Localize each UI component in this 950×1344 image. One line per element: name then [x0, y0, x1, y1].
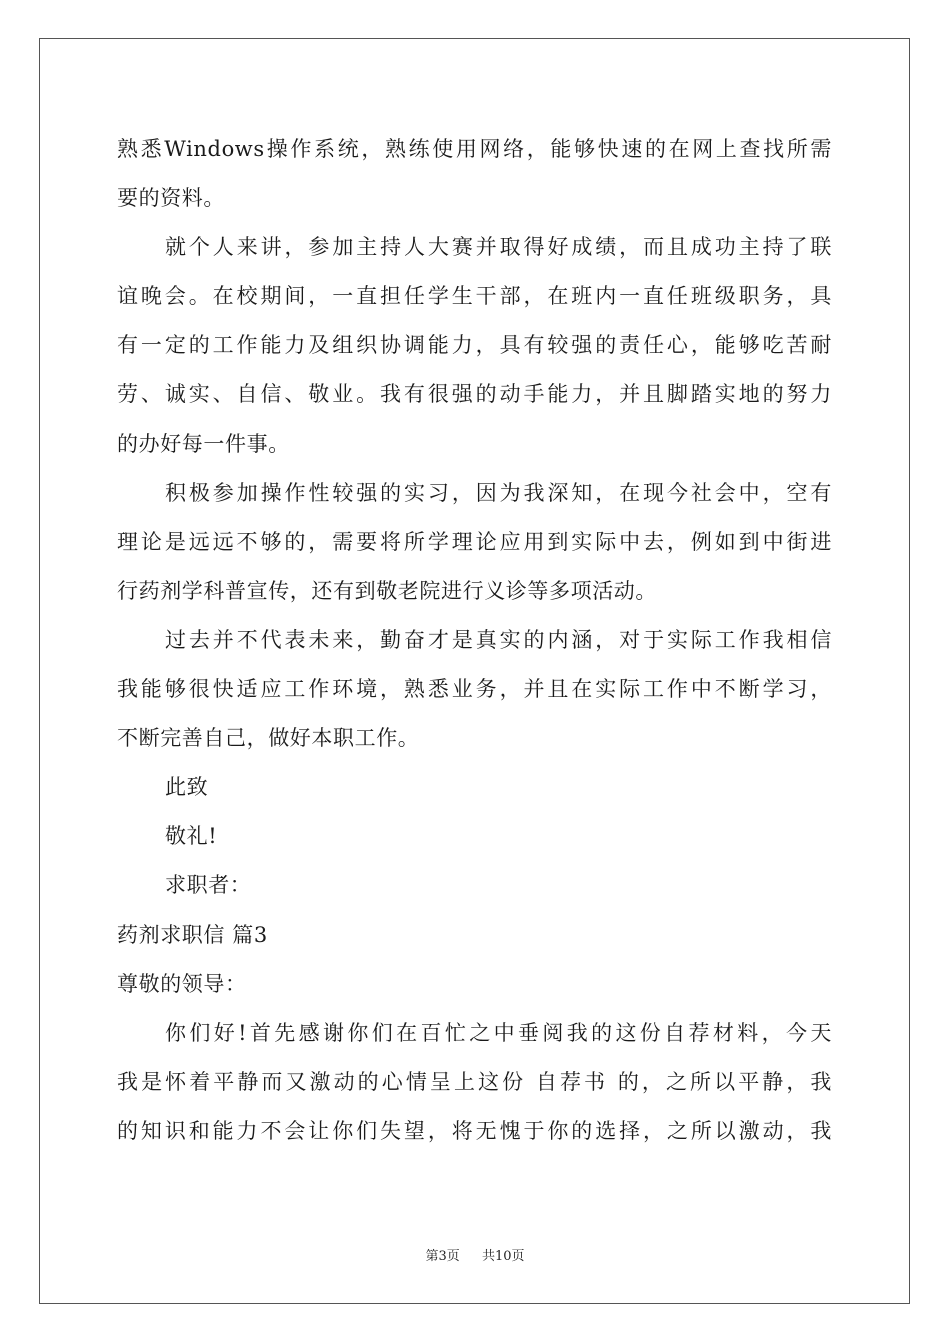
signature-line: 求职者： [165, 873, 252, 898]
page-number: 第3页 [425, 1249, 460, 1264]
document-body [117, 125, 832, 1156]
paragraph-line: 理论是远远不够的，需要将所学理论应用到实际中去，例如到中街进 [117, 529, 832, 554]
paragraph-line: 有一定的工作能力及组织协调能力，具有较强的责任心，能够吃苦耐 [117, 333, 832, 358]
salutation-line: 敬礼! [165, 824, 218, 849]
paragraph-line: 的知识和能力不会让你们失望，将无愧于你的选择，之所以激动，我 [117, 1118, 832, 1143]
page-total: 共10页 [482, 1249, 525, 1264]
paragraph-line: 不断完善自己，做好本职工作。 [117, 726, 420, 751]
paragraph-line: 就个人来讲，参加主持人大赛并取得好成绩，而且成功主持了联 [165, 235, 832, 260]
paragraph-line: 的办好每一件事。 [117, 431, 290, 456]
paragraph-line: 谊晚会。在校期间，一直担任学生干部，在班内一直任班级职务，具 [117, 284, 832, 309]
paragraph-line: 我是怀着平静而又激动的心情呈上这份 自荐书 的，之所以平静，我 [117, 1069, 832, 1094]
paragraph-line: 你们好!首先感谢你们在百忙之中垂阅我的这份自荐材料，今天 [165, 1020, 832, 1045]
salutation-line: 此致 [165, 775, 209, 800]
paragraph-line: 行药剂学科普宣传，还有到敬老院进行义诊等多项活动。 [117, 578, 657, 603]
paragraph-line: 我能够很快适应工作环境，熟悉业务，并且在实际工作中不断学习， [117, 677, 832, 702]
greeting-line: 尊敬的领导： [117, 971, 247, 996]
paragraph-line: 熟悉Windows操作系统，熟练使用网络，能够快速的在网上查找所需 [117, 137, 832, 161]
paragraph-line: 积极参加操作性较强的实习，因为我深知，在现今社会中，空有 [165, 480, 832, 505]
paragraph-line: 要的资料。 [117, 186, 225, 211]
paragraph-line: 过去并不代表未来，勤奋才是真实的内涵，对于实际工作我相信 [165, 627, 832, 652]
section-heading: 药剂求职信 篇3 [117, 922, 268, 947]
paragraph-line: 劳、诚实、自信、敬业。我有很强的动手能力，并且脚踏实地的努力 [117, 382, 832, 407]
page-footer [0, 1245, 950, 1264]
